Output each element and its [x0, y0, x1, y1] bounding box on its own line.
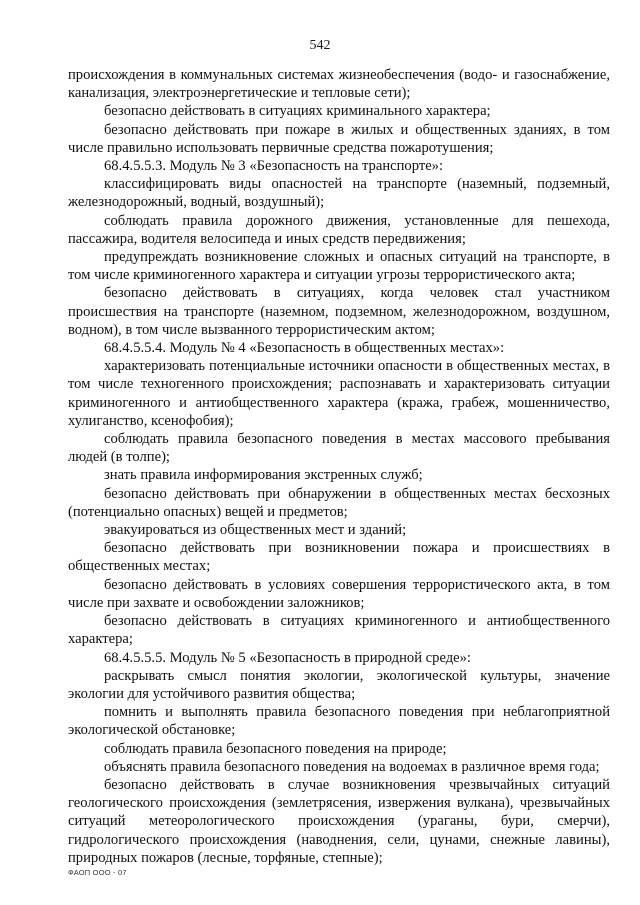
paragraph: характеризовать потенциальные источники опасности в общественных местах, в том числе техногенного происхождения; распознавать и характеризовать ситуации криминогенного и антиобщественного характера (кража, грабеж, мошенничество, хулиганство, ксенофобия); — [68, 358, 610, 429]
paragraph: помнить и выполнять правила безопасного поведения при неблагоприятной экологической обстановке; — [68, 704, 610, 739]
paragraph: безопасно действовать в ситуациях криминогенного и антиобщественного характера; — [68, 613, 610, 648]
paragraph: безопасно действовать в условиях совершения террористического акта, в том числе при захвате и освобождении заложников; — [68, 576, 610, 611]
footer-code: ФАОП ООО - 07 — [68, 868, 127, 877]
paragraph: предупреждать возникновение сложных и опасных ситуаций на транспорте, в том числе криминогенного характера и ситуации угрозы террористического акта; — [68, 249, 610, 284]
paragraph: безопасно действовать при обнаружении в общественных местах бесхозных (потенциально опасных) вещей и предметов; — [68, 485, 610, 520]
paragraph: безопасно действовать при возникновении пожара и происшествиях в общественных местах; — [68, 540, 610, 575]
paragraph: безопасно действовать в ситуациях, когда человек стал участником происшествия на транспорте (наземном, подземном, железнодорожном, воздушном, водном), в том числе вызванного террористическим актом; — [68, 285, 610, 338]
paragraph: безопасно действовать в случае возникновения чрезвычайных ситуаций геологического происхождения (землетрясения, извержения вулкана), чрезвычайных ситуаций метеорологического происхождения (ураганы, бури, смерчи), гидрологического происхождения (наводнения, сели, цунами, снежные лавины), природных пожаров (лесные, торфяные, степные); — [68, 776, 610, 866]
paragraph: соблюдать правила безопасного поведения в местах массового пребывания людей (в толпе); — [68, 431, 610, 466]
module-heading: 68.4.5.5.3. Модуль № 3 «Безопасность на транспорте»: — [104, 158, 444, 175]
paragraph: соблюдать правила дорожного движения, установленные для пешехода, пассажира, водителя велосипеда и иных средств передвижения; — [68, 212, 610, 247]
module-heading: 68.4.5.5.5. Модуль № 5 «Безопасность в природной среде»: — [104, 649, 471, 666]
page-number: 542 — [309, 38, 331, 53]
paragraph-continuation: происхождения в коммунальных системах жизнеобеспечения (водо- и газоснабжение, канализация, электроэнергетические и тепловые сети); — [68, 67, 610, 102]
paragraph: безопасно действовать при пожаре в жилых и общественных зданиях, в том числе правильно использовать первичные средства пожаротушения; — [68, 121, 610, 156]
paragraph: соблюдать правила безопасного поведения на природе; — [104, 740, 447, 757]
paragraph: объяснять правила безопасного поведения на водоемах в различное время года; — [104, 758, 600, 775]
paragraph: безопасно действовать в ситуациях криминального характера; — [104, 103, 491, 120]
module-heading: 68.4.5.5.4. Модуль № 4 «Безопасность в общественных местах»: — [104, 340, 505, 357]
paragraph: эвакуироваться из общественных мест и зданий; — [104, 522, 407, 539]
paragraph: знать правила информирования экстренных служб; — [104, 467, 423, 484]
paragraph: раскрывать смысл понятия экологии, экологической культуры, значение экологии для устойчивого развития общества; — [68, 667, 610, 702]
document-body — [68, 66, 610, 867]
paragraph: классифицировать виды опасностей на транспорте (наземный, подземный, железнодорожный, водный, воздушный); — [68, 176, 610, 211]
